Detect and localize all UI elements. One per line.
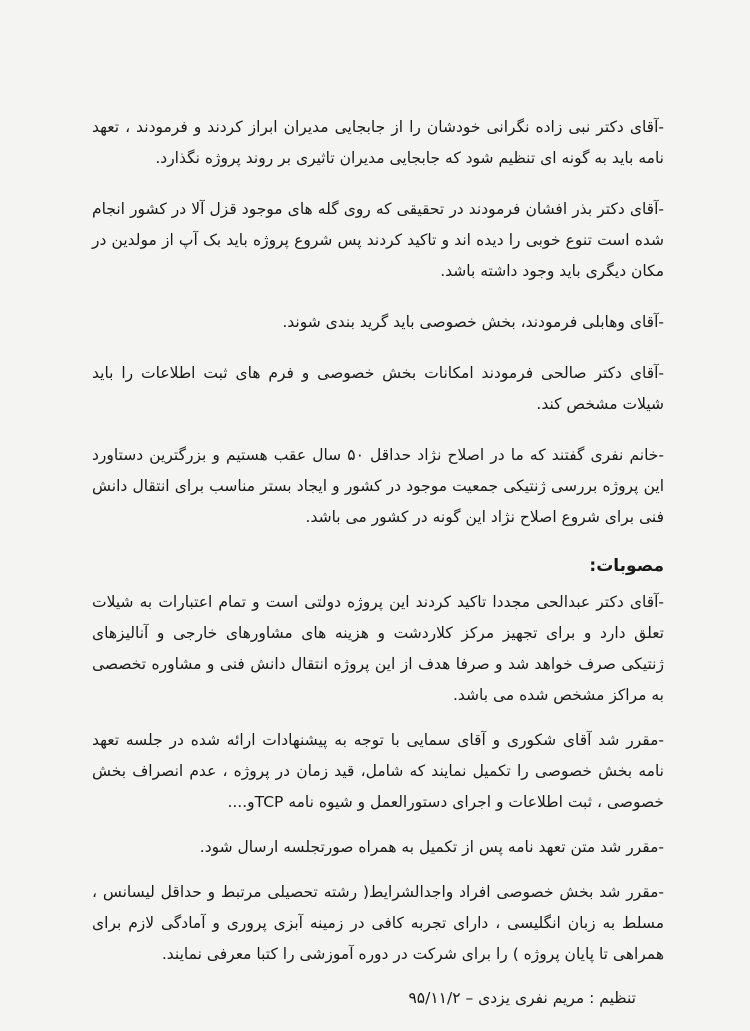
paragraph-bazrafshan: -آقای دکتر بذر افشان فرمودند در تحقیقی که روی گله های موجود قزل آلا در کشور انجام شده است تنوع خوبی را دیده اند و تاکید کردند پس شروع پروژه باید بک آپ از مولدین در مکان دیگری باید وجود داشته باشد. <box>92 200 664 280</box>
resolution-commitment-letter: -مقرر شد آقای شکوری و آقای سمایی با توجه به پیشنهادات ارائه شده در جلسه تعهد نامه بخش خصوصی را تکمیل نمایند که شامل، قید زمان در پروژه ، عدم انصراف بخش خصوصی ، ثبت اطلاعات و اجرای دستورالعمل و شیوه نامه TCPو.... <box>92 731 664 811</box>
resolution-qualified-persons: -مقرر شد بخش خصوصی افراد واجدالشرایط( رشته تحصیلی مرتبط و حداقل لیسانس ، مسلط به زبان انگلیسی ، دارای تجربه کافی در زمینه آبزی پروری و آمادگی لازم برای همراهی تا پایان پروژه ) را برای شرکت در دوره آموزشی را کتبا معرفی نمایند. <box>92 883 664 963</box>
paragraph-nafari: -خانم نفری گفتند که ما در اصلاح نژاد حداقل ۵۰ سال عقب هستیم و بزرگترین دستاورد این پروژه بررسی ژنتیکی جمعیت موجود در کشور و ایجاد بستر مناسب برای انتقال دانش فنی برای شروع اصلاح نژاد این گونه در کشور می باشد. <box>92 446 664 526</box>
paragraph-nabizadeh: -آقای دکتر نبی زاده نگرانی خودشان را از جابجایی مدیران ابراز کردند و فرمودند ، تعهد نامه باید به گونه ای تنظیم شود که جابجایی مدیران تاثیری بر روند پروژه نگذارد. <box>92 118 664 167</box>
prepared-by: تنظیم : مریم نفری یزدی – ۹۵/۱۱/۲ <box>408 989 636 1007</box>
resolutions-heading: مصوبات: <box>589 556 664 576</box>
resolution-abdolhay: -آقای دکتر عبدالحی مجددا تاکید کردند این پروژه دولتی است و تمام اعتبارات به شیلات تعلق دارد و برای تجهیز مرکز کلاردشت و هزینه های مشاورهای خارجی و آنالیزهای ژنتیکی صرف خواهد شد و صرفا هدف از این پروژه انتقال دانش فنی و مشاوره تخصصی به مراکز مشخص شده می باشد. <box>92 593 664 704</box>
resolution-send-text: -مقرر شد متن تعهد نامه پس از تکمیل به همراه صورتجلسه ارسال شود. <box>199 838 664 856</box>
paragraph-vahabli: -آقای وهابلی فرمودند، بخش خصوصی باید گرید بندی شوند. <box>282 313 664 331</box>
paragraph-salehi: -آقای دکتر صالحی فرمودند امکانات بخش خصوصی و فرم های ثبت اطلاعات را باید شیلات مشخص کند. <box>92 364 664 413</box>
